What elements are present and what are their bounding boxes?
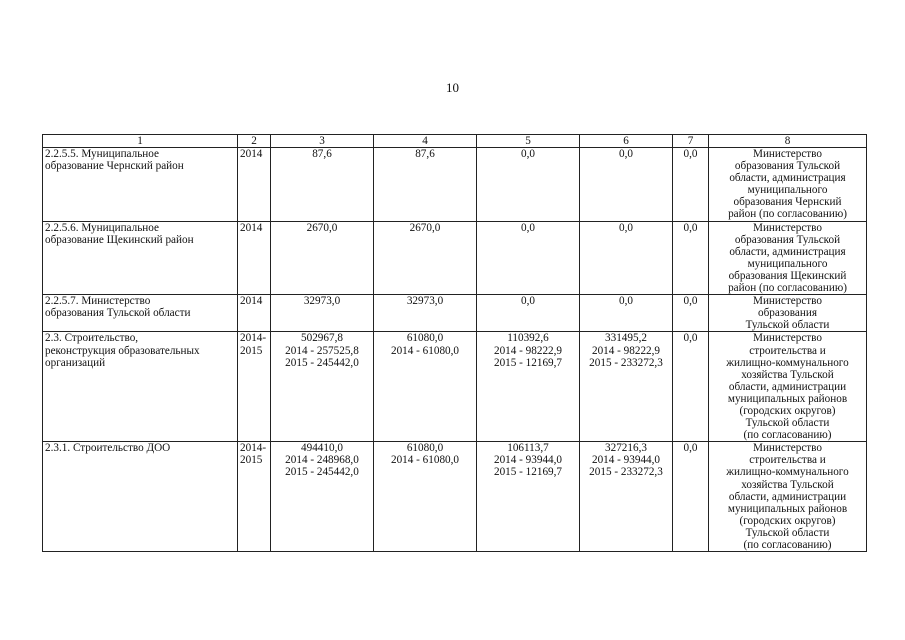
cell-executor <box>709 148 867 222</box>
cell-line: 2014 - 61080,0 <box>390 454 460 467</box>
cell-line: (городских округов) <box>739 514 836 527</box>
cell-line: 2015 <box>240 454 263 467</box>
cell-col4 <box>374 442 477 552</box>
cell-line: 2014 <box>240 148 263 160</box>
cell-line: 2.2.5.6. Муниципальное <box>45 221 159 234</box>
cell-line: хозяйства Тульской <box>741 368 834 381</box>
cell-col7 <box>673 148 709 222</box>
cell-line: 2014 - 98222,9 <box>493 344 563 357</box>
cell-executor <box>709 221 867 295</box>
cell-line: 0,0 <box>683 148 698 160</box>
cell-line: Тульской области <box>745 417 830 430</box>
cell-col7 <box>673 221 709 295</box>
cell-line: организаций <box>45 356 106 369</box>
cell-line: 0,0 <box>521 148 535 160</box>
cell-name <box>43 442 238 552</box>
header-cell-7: 7 <box>673 135 709 148</box>
cell-line: 2014 - 98222,9 <box>591 344 661 357</box>
cell-line: жилищно-коммунального <box>726 356 849 369</box>
cell-col5 <box>477 442 580 552</box>
cell-col4 <box>374 332 477 442</box>
cell-line: строительства и <box>749 454 826 467</box>
cell-name <box>43 221 238 295</box>
cell-line: 2014 <box>240 221 263 234</box>
cell-line: Министерство <box>753 295 822 308</box>
cell-line: Тульской области <box>745 319 830 332</box>
cell-line: образование Щекинский район <box>45 233 194 246</box>
cell-line: муниципального <box>747 257 828 270</box>
cell-col6 <box>580 332 673 442</box>
cell-line: 2014- <box>240 332 267 345</box>
cell-line: 2015 <box>240 344 263 357</box>
cell-line: 61080,0 <box>406 442 444 455</box>
cell-line: 0,0 <box>619 148 633 160</box>
table-row <box>43 148 867 222</box>
budget-table <box>42 134 867 552</box>
cell-line: район (по согласованию) <box>728 208 847 221</box>
cell-col7 <box>673 332 709 442</box>
table-row <box>43 442 867 552</box>
cell-col6 <box>580 295 673 332</box>
cell-line: муниципальных районов <box>727 502 848 515</box>
cell-line: 2.3.1. Строительство ДОО <box>45 442 171 455</box>
cell-line: 2015 - 233272,3 <box>589 466 663 479</box>
cell-col6 <box>580 221 673 295</box>
cell-col5 <box>477 332 580 442</box>
cell-line: (по согласованию) <box>743 429 832 442</box>
cell-col6 <box>580 442 673 552</box>
cell-line: 61080,0 <box>406 332 444 345</box>
cell-col7 <box>673 442 709 552</box>
cell-year <box>238 148 271 222</box>
table-row <box>43 295 867 332</box>
cell-line: 2014 <box>240 295 263 308</box>
cell-line: области, администрации <box>728 490 847 503</box>
cell-name <box>43 332 238 442</box>
cell-col4 <box>374 148 477 222</box>
cell-line: 106113,7 <box>507 442 549 455</box>
cell-col5 <box>477 148 580 222</box>
cell-line: 2014 - 257525,8 <box>285 344 359 357</box>
cell-line: 494410,0 <box>301 442 343 455</box>
cell-line: 2015 - 12169,7 <box>493 466 563 479</box>
cell-line: 0,0 <box>619 221 633 234</box>
cell-line: 2014 - 61080,0 <box>390 344 460 357</box>
header-cell-4: 4 <box>374 135 477 148</box>
cell-line: 2015 - 12169,7 <box>493 356 563 369</box>
cell-line: образования Щекинский <box>728 269 847 282</box>
cell-col7 <box>673 295 709 332</box>
cell-col3 <box>271 442 374 552</box>
cell-line: 2.2.5.7. Министерство <box>45 295 151 308</box>
cell-line: 2014 - 93944,0 <box>493 454 563 467</box>
cell-line: образования Чернский <box>733 196 842 209</box>
cell-col4 <box>374 295 477 332</box>
cell-line: (по согласованию) <box>743 539 832 551</box>
cell-line: 87,6 <box>312 148 332 160</box>
cell-line: 0,0 <box>521 221 535 234</box>
cell-line: район (по согласованию) <box>728 282 847 295</box>
cell-line: 32973,0 <box>406 295 444 308</box>
header-row <box>43 135 867 148</box>
table-body <box>43 135 867 552</box>
cell-line: 2014- <box>240 442 267 455</box>
cell-line: образования Тульской <box>734 160 841 173</box>
cell-name <box>43 148 238 222</box>
cell-line: 2015 - 245442,0 <box>285 466 359 479</box>
cell-line: 0,0 <box>619 295 633 308</box>
cell-line: Тульской области <box>745 526 830 539</box>
header-cell-3: 3 <box>271 135 374 148</box>
cell-line: строительства и <box>749 344 826 357</box>
cell-line: Министерство <box>753 332 822 345</box>
cell-line: 2014 - 248968,0 <box>285 454 359 467</box>
table-row <box>43 332 867 442</box>
header-cell-8: 8 <box>709 135 867 148</box>
cell-col3 <box>271 295 374 332</box>
cell-line: жилищно-коммунального <box>726 466 849 479</box>
header-cell-1: 1 <box>43 135 238 148</box>
cell-col6 <box>580 148 673 222</box>
cell-line: 2015 - 233272,3 <box>589 356 663 369</box>
cell-line: 110392,6 <box>507 332 549 345</box>
cell-col5 <box>477 221 580 295</box>
cell-executor <box>709 295 867 332</box>
header-cell-2: 2 <box>238 135 271 148</box>
cell-line: Министерство <box>753 221 822 234</box>
cell-line: 0,0 <box>683 221 698 234</box>
cell-line: 32973,0 <box>303 295 341 308</box>
cell-executor <box>709 442 867 552</box>
cell-line: (городских округов) <box>739 404 836 417</box>
cell-line: реконструкция образовательных <box>45 344 200 357</box>
cell-line: 2670,0 <box>409 221 441 234</box>
cell-line: образование Чернский район <box>45 160 184 173</box>
cell-line: 0,0 <box>683 332 698 345</box>
cell-line: 2.2.5.5. Муниципальное <box>45 148 159 160</box>
cell-line: 87,6 <box>415 148 435 160</box>
cell-col3 <box>271 221 374 295</box>
cell-line: Министерство <box>753 148 822 160</box>
cell-line: области, администрация <box>729 172 846 185</box>
cell-line: 2015 - 245442,0 <box>285 356 359 369</box>
cell-line: 502967,8 <box>301 332 343 345</box>
cell-line: Министерство <box>753 442 822 455</box>
cell-col5 <box>477 295 580 332</box>
cell-line: 2670,0 <box>306 221 338 234</box>
header-cell-5: 5 <box>477 135 580 148</box>
cell-line: 0,0 <box>683 442 698 455</box>
cell-col3 <box>271 148 374 222</box>
cell-line: 0,0 <box>521 295 535 308</box>
cell-line: образования Тульской <box>734 233 841 246</box>
cell-line: 2014 - 93944,0 <box>591 454 661 467</box>
cell-line: области, администрация <box>729 245 846 258</box>
table-row <box>43 221 867 295</box>
cell-line: 331495,2 <box>605 332 647 345</box>
cell-line: образования <box>757 307 817 320</box>
cell-year <box>238 332 271 442</box>
cell-line: 2.3. Строительство, <box>45 332 139 345</box>
cell-col4 <box>374 221 477 295</box>
cell-line: образования Тульской области <box>45 307 191 320</box>
cell-line: 0,0 <box>683 295 698 308</box>
cell-year <box>238 295 271 332</box>
cell-name <box>43 295 238 332</box>
cell-line: области, администрации <box>728 380 847 393</box>
page-number: 10 <box>446 80 459 95</box>
cell-year <box>238 442 271 552</box>
cell-line: 327216,3 <box>605 442 647 455</box>
cell-executor <box>709 332 867 442</box>
cell-line: муниципального <box>747 184 828 197</box>
cell-line: хозяйства Тульской <box>741 478 834 491</box>
cell-col3 <box>271 332 374 442</box>
header-cell-6: 6 <box>580 135 673 148</box>
cell-year <box>238 221 271 295</box>
cell-line: муниципальных районов <box>727 392 848 405</box>
